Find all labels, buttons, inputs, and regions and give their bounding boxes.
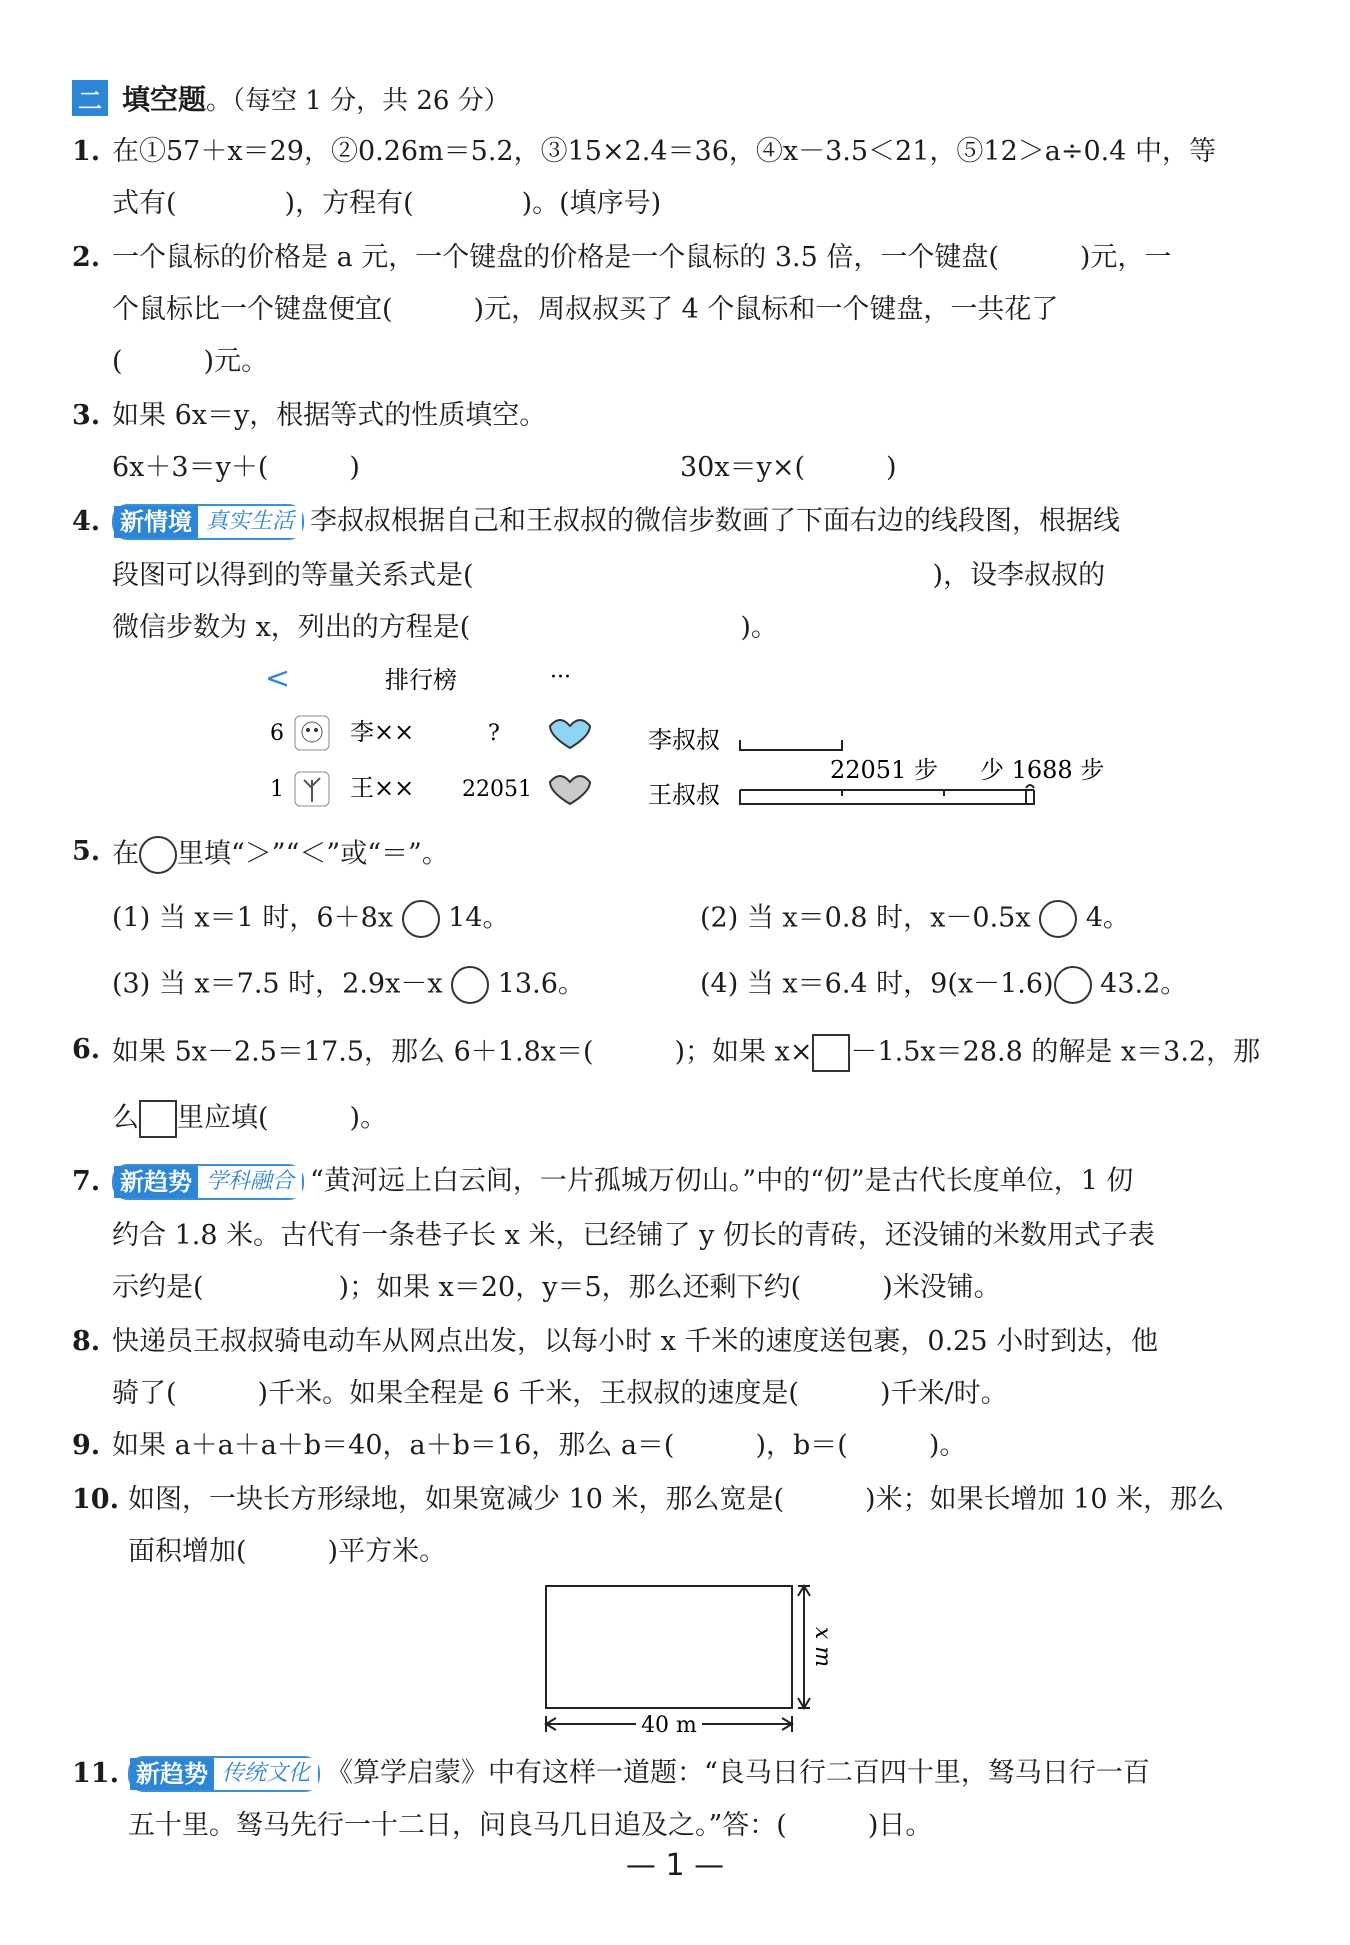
steps-wang: 22051: [462, 777, 532, 802]
question-number-10: 10.: [72, 1484, 119, 1515]
q5-part-2: [700, 900, 1130, 938]
q5-p3-value: 13.6。: [497, 968, 585, 1000]
q6-text-b: －1.5x＝28.8 的解是 x＝3.2，那: [850, 1036, 1261, 1068]
question-number-6: 6.: [72, 1034, 101, 1065]
length-label: 40 m: [641, 1713, 697, 1738]
rectangle-lawn: [546, 1586, 792, 1708]
ranking-list-figure: [250, 660, 610, 820]
q5-text-a: 在: [112, 838, 139, 870]
answer-circle-1[interactable]: [402, 900, 440, 938]
q5-line-1: [112, 836, 449, 874]
rank-wang: 1: [270, 777, 284, 802]
q7-tag-main: 新趋势: [114, 1166, 198, 1198]
q5-part-3: [112, 966, 585, 1004]
question-number-4: 4.: [72, 506, 101, 537]
q6-text-d: 里应填( )。: [177, 1102, 388, 1134]
q10-line-1: 如图，一块长方形绿地，如果宽减少 10 米，那么宽是( )米；如果长增加 10 米，那么: [128, 1484, 1225, 1515]
ranking-title: 排行榜: [385, 666, 457, 694]
segment-diagram: [640, 710, 1105, 820]
heart-blue-icon: [550, 720, 590, 748]
section-header: [72, 78, 510, 118]
q5-part-1: [112, 900, 510, 938]
question-number-5: 5.: [72, 836, 101, 867]
answer-circle-3[interactable]: [451, 966, 489, 1004]
q3-line-1: 如果 6x＝y，根据等式的性质填空。: [112, 400, 547, 431]
q4-line-2: 段图可以得到的等量关系式是( )，设李叔叔的: [112, 560, 1106, 591]
q2-line-3: ( )元。: [112, 346, 269, 377]
q5-p2-value: 4。: [1085, 902, 1130, 934]
q7-line-1: [112, 1164, 1134, 1200]
q7-line-3: 示约是( )；如果 x＝20，y＝5，那么还剩下约( )米没铺。: [112, 1272, 1001, 1303]
q11-tag-sub: 传统文化: [214, 1758, 318, 1790]
segment-less-label: 少 1688 步: [980, 756, 1105, 784]
q5-p3-expr: (3) 当 x＝7.5 时，2.9x－x: [112, 968, 443, 1000]
section-note: 。（每空 1 分，共 26 分）: [206, 85, 510, 116]
name-li: 李××: [350, 718, 415, 746]
q3-part-b: 30x＝y×( ): [680, 452, 897, 483]
q6-line-2: [112, 1100, 387, 1138]
question-number-1: 1.: [72, 136, 101, 167]
question-number-3: 3.: [72, 400, 101, 431]
segment-steps-label: 22051 步: [830, 756, 938, 784]
q4-line-1: [112, 504, 1120, 540]
question-number-7: 7.: [72, 1166, 101, 1197]
q2-line-1: 一个鼠标的价格是 a 元，一个键盘的价格是一个鼠标的 3.5 倍，一个键盘( )元，一: [112, 242, 1172, 273]
q10-line-2: 面积增加( )平方米。: [128, 1536, 447, 1567]
q7-tag-sub: 学科融合: [198, 1166, 302, 1198]
q5-p1-expr: (1) 当 x＝1 时，6＋8x: [112, 902, 393, 934]
q8-line-1: 快递员王叔叔骑电动车从网点出发，以每小时 x 千米的速度送包裹，0.25 小时到达，他: [112, 1326, 1159, 1357]
q4-line-1-text: 李叔叔根据自己和王叔叔的微信步数画了下面右边的线段图，根据线: [310, 505, 1121, 537]
q4-line-3: 微信步数为 x，列出的方程是( )。: [112, 612, 778, 643]
q6-text-a: 如果 5x－2.5＝17.5，那么 6＋1.8x＝( )；如果 x×: [112, 1036, 813, 1068]
more-icon: ···: [550, 665, 571, 690]
answer-box-2[interactable]: [139, 1100, 177, 1138]
q6-text-c: 么: [112, 1102, 139, 1134]
question-number-2: 2.: [72, 242, 101, 273]
back-chevron-icon: <: [265, 661, 291, 696]
answer-circle-2[interactable]: [1039, 900, 1077, 938]
q4-tag: [112, 504, 304, 540]
q11-line-1-text: 《算学启蒙》中有这样一道题：“良马日行二百四十里，驽马日行一百: [326, 1757, 1150, 1789]
steps-li: ?: [488, 721, 500, 746]
avatar-li: [295, 716, 329, 750]
q4-tag-main: 新情境: [114, 506, 198, 538]
q5-p4-value: 43.2。: [1100, 968, 1188, 1000]
section-title: 填空题: [122, 83, 207, 116]
heart-gray-icon: [550, 776, 590, 804]
q7-tag: [112, 1164, 304, 1200]
segment-wang: [740, 790, 1034, 804]
page-number: — 1 —: [625, 1848, 725, 1883]
section-number-icon: 二: [72, 80, 108, 116]
answer-circle-4[interactable]: [1054, 966, 1092, 1004]
question-number-11: 11.: [72, 1758, 119, 1789]
question-number-8: 8.: [72, 1326, 101, 1357]
q1-line-1: 在①57＋x＝29，②0.26m＝5.2，③15×2.4＝36，④x－3.5＜21，⑤12＞a÷0.4 中，等: [112, 136, 1216, 167]
q5-text-b: 里填“＞”“＜”或“＝”。: [177, 838, 449, 870]
segment-label-li: 李叔叔: [648, 726, 720, 754]
q2-line-2: 个鼠标比一个键盘便宜( )元，周叔叔买了 4 个鼠标和一个键盘，一共花了: [112, 294, 1059, 325]
q11-tag-main: 新趋势: [130, 1758, 214, 1790]
segment-li: [740, 740, 842, 750]
q9-line-1: 如果 a＋a＋a＋b＝40，a＋b＝16，那么 a＝( )，b＝( )。: [112, 1430, 967, 1461]
q8-line-2: 骑了( )千米。如果全程是 6 千米，王叔叔的速度是( )千米/时。: [112, 1378, 1008, 1409]
width-label: x m: [810, 1626, 835, 1668]
q11-tag: [128, 1756, 320, 1792]
q5-p4-expr: (4) 当 x＝6.4 时，9(x－1.6): [700, 968, 1054, 1000]
comparison-circle[interactable]: [139, 836, 177, 874]
q11-line-1: [128, 1756, 1150, 1792]
rank-li: 6: [270, 721, 284, 746]
rectangle-figure: [540, 1580, 835, 1740]
q1-line-2: 式有( )，方程有( )。(填序号): [112, 188, 662, 219]
question-number-9: 9.: [72, 1430, 101, 1461]
q6-line-1: [112, 1034, 1260, 1072]
q11-line-2: 五十里。驽马先行一十二日，问良马几日追及之。”答：( )日。: [128, 1810, 933, 1841]
q5-part-4: [700, 966, 1187, 1004]
q7-line-2: 约合 1.8 米。古代有一条巷子长 x 米，已经铺了 y 仞长的青砖，还没铺的米数用式子表: [112, 1220, 1155, 1251]
answer-box-1[interactable]: [812, 1034, 850, 1072]
name-wang: 王××: [350, 774, 415, 802]
q3-part-a: 6x＋3＝y＋( ): [112, 452, 360, 483]
q4-tag-sub: 真实生活: [198, 506, 302, 538]
q5-p2-expr: (2) 当 x＝0.8 时，x－0.5x: [700, 902, 1031, 934]
q7-line-1-text: “黄河远上白云间，一片孤城万仞山。”中的“仞”是古代长度单位，1 仞: [310, 1165, 1134, 1197]
segment-label-wang: 王叔叔: [648, 781, 720, 809]
q5-p1-value: 14。: [448, 902, 510, 934]
